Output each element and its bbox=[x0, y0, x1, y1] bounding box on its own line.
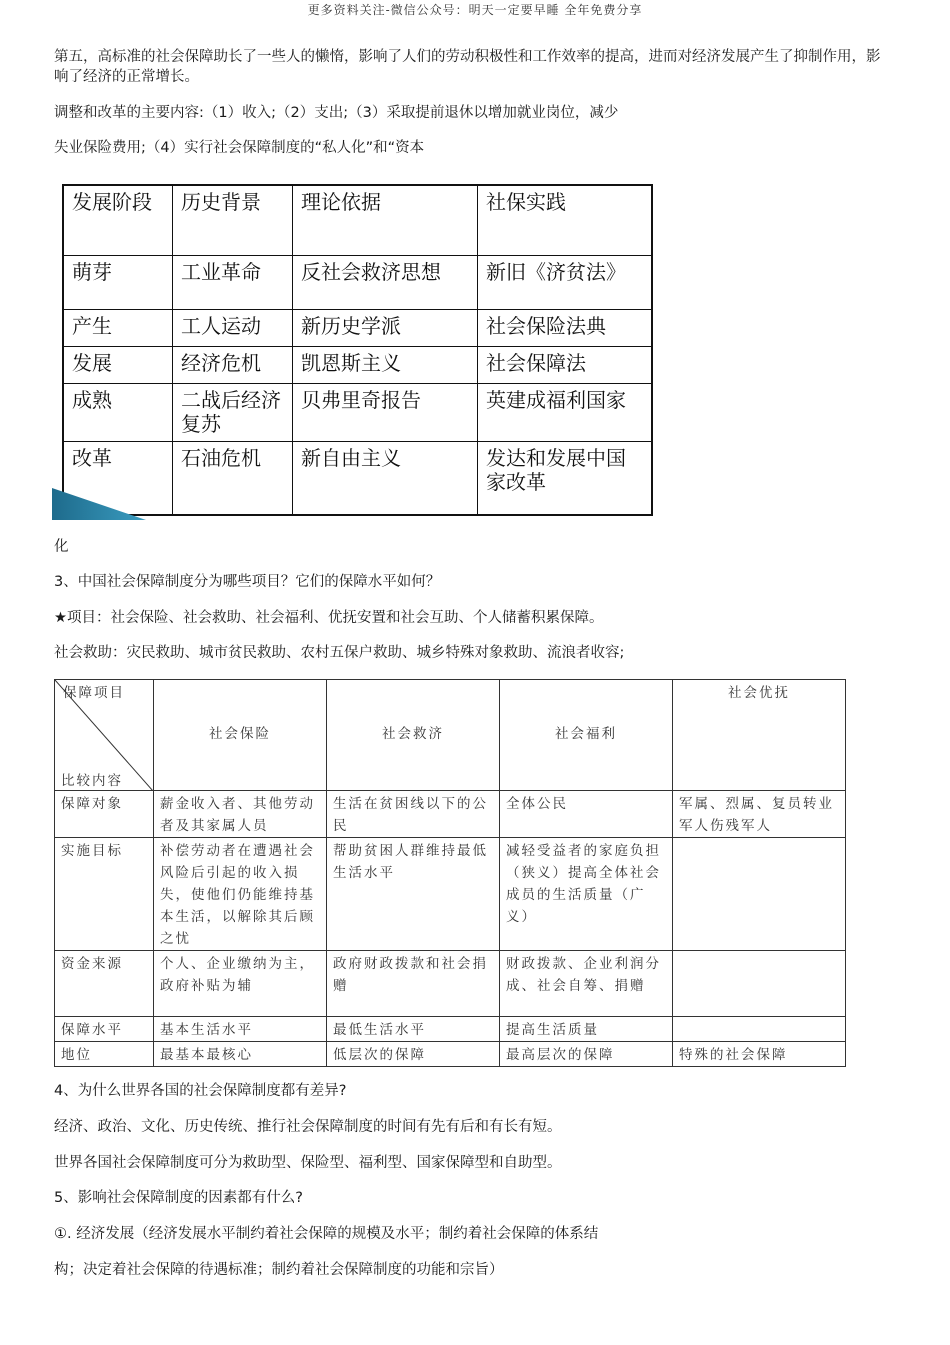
table-cell: 帮助贫困人群维持最低生活水平 bbox=[327, 838, 500, 951]
table-cell: 提高生活质量 bbox=[500, 1017, 673, 1042]
table-row bbox=[63, 346, 652, 383]
decorative-wedge bbox=[52, 488, 146, 520]
table-cell: 新旧《济贫法》 bbox=[478, 255, 653, 309]
table-row bbox=[55, 838, 846, 951]
question-3: 3、中国社会保障制度分为哪些项目？它们的保障水平如何？ bbox=[54, 574, 441, 590]
diagonal-corner-cell bbox=[55, 680, 154, 791]
table-cell: 新历史学派 bbox=[293, 309, 478, 346]
table-cell: 发达和发展中国家改革 bbox=[478, 441, 653, 515]
development-stage-table bbox=[62, 184, 653, 516]
table-cell: 凯恩斯主义 bbox=[293, 346, 478, 383]
table-row bbox=[55, 1042, 846, 1067]
table-cell: 低层次的保障 bbox=[327, 1042, 500, 1067]
comparison-table bbox=[54, 679, 846, 1067]
paragraph-hua: 化 bbox=[54, 539, 69, 555]
table-cell: 萌芽 bbox=[63, 255, 173, 309]
table-cell: 社会保险法典 bbox=[478, 309, 653, 346]
paragraph-reform-content: 调整和改革的主要内容:（1）收入;（2）支出;（3）采取提前退休以增加就业岗位，减少 bbox=[54, 105, 619, 121]
answer-4-reasons: 经济、政治、文化、历史传统、推行社会保障制度的时间有先有后和有长有短。 bbox=[54, 1119, 562, 1135]
table-row bbox=[63, 383, 652, 441]
corner-top-label: 保障项目 bbox=[63, 685, 125, 701]
table-cell: 最高层次的保障 bbox=[500, 1042, 673, 1067]
table-header-cell: 理论依据 bbox=[293, 185, 478, 255]
table-cell bbox=[673, 838, 846, 951]
row-label: 保障水平 bbox=[55, 1017, 154, 1042]
answer-4-types: 世界各国社会保障制度可分为救助型、保险型、福利型、国家保障型和自助型。 bbox=[54, 1155, 562, 1171]
table-cell: 经济危机 bbox=[173, 346, 293, 383]
table-row bbox=[63, 309, 652, 346]
table-cell: 贝弗里奇报告 bbox=[293, 383, 478, 441]
table-cell: 补偿劳动者在遭遇社会风险后引起的收入损失，使他们仍能维持基本生活，以解除其后顾之忧 bbox=[154, 838, 327, 951]
table-cell: 改革 bbox=[63, 441, 173, 515]
row-label: 地位 bbox=[55, 1042, 154, 1067]
table-cell: 成熟 bbox=[63, 383, 173, 441]
table-cell bbox=[673, 951, 846, 1017]
table-cell: 减轻受益者的家庭负担（狭义）提高全体社会成员的生活质量（广义） bbox=[500, 838, 673, 951]
table-cell: 反社会救济思想 bbox=[293, 255, 478, 309]
row-label: 实施目标 bbox=[55, 838, 154, 951]
table-cell: 个人、企业缴纳为主，政府补贴为辅 bbox=[154, 951, 327, 1017]
table-row bbox=[63, 441, 652, 515]
table-cell: 英建成福利国家 bbox=[478, 383, 653, 441]
table-cell: 特殊的社会保障 bbox=[673, 1042, 846, 1067]
table-cell: 军属、烈属、复员转业军人伤残军人 bbox=[673, 791, 846, 838]
factor-economic-development-cont: 构；决定着社会保障的待遇标准；制约着社会保障制度的功能和宗旨） bbox=[54, 1262, 504, 1278]
page-header: 更多资料关注-微信公众号：明天一定要早睡 全年免费分享 bbox=[307, 3, 643, 17]
table-cell: 财政拨款、企业利润分成、社会自筹、捐赠 bbox=[500, 951, 673, 1017]
table-header-cell: 社会优抚 bbox=[673, 680, 846, 791]
row-label: 资金来源 bbox=[55, 951, 154, 1017]
table-cell: 产生 bbox=[63, 309, 173, 346]
table-row bbox=[55, 951, 846, 1017]
paragraph-reform-content-cont: 失业保险费用;（4）实行社会保障制度的“私人化”和“资本 bbox=[54, 140, 425, 156]
table-cell: 生活在贫困线以下的公民 bbox=[327, 791, 500, 838]
factor-economic-development: ①. 经济发展（经济发展水平制约着社会保障的规模及水平；制约着社会保障的体系结 bbox=[54, 1226, 599, 1242]
table-cell: 政府财政拨款和社会捐赠 bbox=[327, 951, 500, 1017]
corner-bottom-label: 比较内容 bbox=[61, 773, 123, 789]
row-label: 保障对象 bbox=[55, 791, 154, 838]
table-header-cell: 社会救济 bbox=[327, 680, 500, 791]
paragraph-social-assistance: 社会救助：灾民救助、城市贫民救助、农村五保户救助、城乡特殊对象救助、流浪者收容; bbox=[54, 645, 625, 661]
table-cell: 基本生活水平 bbox=[154, 1017, 327, 1042]
table-cell: 最基本最核心 bbox=[154, 1042, 327, 1067]
table-cell: 发展 bbox=[63, 346, 173, 383]
table-header-cell: 发展阶段 bbox=[63, 185, 173, 255]
question-4: 4、为什么世界各国的社会保障制度都有差异? bbox=[54, 1083, 347, 1099]
table-row bbox=[55, 1017, 846, 1042]
table-header-cell: 社保实践 bbox=[478, 185, 653, 255]
table-row bbox=[63, 255, 652, 309]
table-cell: 新自由主义 bbox=[293, 441, 478, 515]
paragraph-fifth-point: 第五，高标准的社会保障助长了一些人的懒惰，影响了人们的劳动积极性和工作效率的提高，进而对经济发展产生了抑制作用，影响了经济的正常增长。 bbox=[54, 49, 881, 85]
table-cell: 社会保障法 bbox=[478, 346, 653, 383]
table-header-row bbox=[55, 680, 846, 791]
table-header-row bbox=[63, 185, 652, 255]
table-cell: 石油危机 bbox=[173, 441, 293, 515]
table-cell bbox=[673, 1017, 846, 1042]
table-cell: 全体公民 bbox=[500, 791, 673, 838]
table-cell: 二战后经济复苏 bbox=[173, 383, 293, 441]
table-cell: 工业革命 bbox=[173, 255, 293, 309]
paragraph-projects: ★项目：社会保险、社会救助、社会福利、优抚安置和社会互助、个人储蓄积累保障。 bbox=[54, 610, 604, 626]
table-header-cell: 社会保险 bbox=[154, 680, 327, 791]
table-cell: 工人运动 bbox=[173, 309, 293, 346]
table-row bbox=[55, 791, 846, 838]
table-cell: 薪金收入者、其他劳动者及其家属人员 bbox=[154, 791, 327, 838]
table-header-cell: 历史背景 bbox=[173, 185, 293, 255]
table-header-cell: 社会福利 bbox=[500, 680, 673, 791]
question-5: 5、影响社会保障制度的因素都有什么? bbox=[54, 1190, 303, 1206]
table-cell: 最低生活水平 bbox=[327, 1017, 500, 1042]
